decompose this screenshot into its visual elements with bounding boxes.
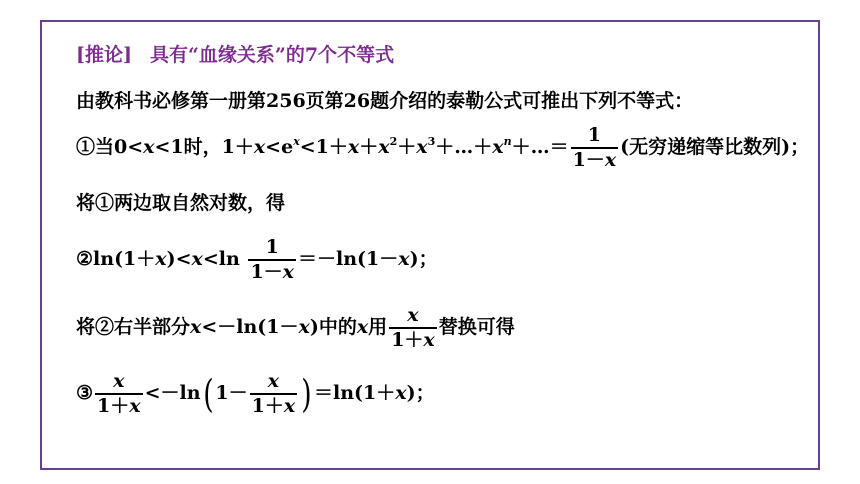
note: (无穷递缩等比数列)； bbox=[620, 136, 810, 158]
numerator: 1 bbox=[571, 126, 619, 149]
text: <ln bbox=[202, 248, 240, 270]
exponent: n bbox=[503, 135, 512, 148]
text: 替换可得 bbox=[438, 316, 515, 338]
numerator: x bbox=[389, 306, 437, 329]
fraction bbox=[95, 372, 143, 416]
text: )中的 bbox=[309, 316, 357, 338]
right-paren: ) bbox=[301, 372, 312, 416]
var: x bbox=[378, 136, 390, 158]
numerator: 1 bbox=[248, 238, 296, 261]
var: x bbox=[604, 149, 617, 171]
section-title bbox=[76, 46, 394, 65]
text: )； bbox=[409, 248, 438, 270]
fraction bbox=[248, 238, 296, 282]
text: <1＋ bbox=[299, 136, 348, 158]
var: x bbox=[282, 261, 294, 283]
text: ③ bbox=[76, 382, 94, 404]
var: x bbox=[492, 136, 504, 158]
denominator bbox=[95, 395, 143, 416]
fraction bbox=[389, 306, 437, 350]
numerator: x bbox=[95, 372, 143, 395]
text: 1－ bbox=[572, 149, 605, 171]
text: <－ln(1－ bbox=[201, 316, 299, 338]
text: <－ln bbox=[144, 382, 201, 404]
text: <e bbox=[265, 136, 294, 158]
text: 1＋ bbox=[251, 395, 284, 417]
var: x bbox=[155, 248, 167, 270]
text: )< bbox=[166, 248, 192, 270]
text: 1－ bbox=[215, 382, 248, 404]
intro-line: 由教科书必修第一册第256页第26题介绍的泰勒公式可推出下列不等式： bbox=[76, 90, 694, 112]
text: ＋ bbox=[397, 136, 417, 158]
text: 将②右半部分 bbox=[76, 316, 191, 338]
text: 1＋ bbox=[97, 395, 130, 417]
var: x bbox=[283, 395, 296, 417]
var: x bbox=[190, 316, 202, 338]
denominator bbox=[571, 149, 619, 170]
exponent: x bbox=[293, 135, 300, 148]
text: <1时，1＋ bbox=[154, 136, 254, 158]
substitution-line bbox=[76, 306, 515, 350]
var: x bbox=[416, 136, 428, 158]
title-tag: [推论] bbox=[76, 44, 132, 66]
text: ②ln(1＋ bbox=[76, 248, 156, 270]
text: )； bbox=[406, 382, 435, 404]
var: x bbox=[129, 395, 141, 417]
denominator bbox=[389, 329, 437, 350]
text: 1＋ bbox=[391, 329, 424, 351]
fraction bbox=[250, 372, 298, 416]
inequality-1 bbox=[76, 126, 809, 170]
var: x bbox=[395, 382, 407, 404]
exponent: 2 bbox=[389, 135, 398, 148]
text: 用 bbox=[368, 316, 388, 338]
text: ＋…＝ bbox=[511, 136, 569, 158]
var: x bbox=[356, 316, 369, 338]
text: ＋ bbox=[359, 136, 379, 158]
var: x bbox=[143, 136, 155, 158]
fraction bbox=[571, 126, 619, 170]
text: ①当0< bbox=[76, 136, 144, 158]
numerator: x bbox=[250, 372, 298, 395]
exponent: 3 bbox=[427, 135, 436, 148]
text: ＝ln(1＋ bbox=[314, 382, 396, 404]
inequality-2 bbox=[76, 238, 438, 282]
var: x bbox=[298, 316, 310, 338]
log-step-line: 将①两边取自然对数，得 bbox=[76, 192, 286, 214]
var: x bbox=[253, 136, 266, 158]
inequality-3 bbox=[76, 372, 435, 416]
text: 1－ bbox=[250, 261, 283, 283]
var: x bbox=[398, 248, 410, 270]
var: x bbox=[423, 329, 435, 351]
var: x bbox=[191, 248, 203, 270]
text: ＝－ln(1－ bbox=[298, 248, 399, 270]
text: ＋…＋ bbox=[435, 136, 493, 158]
denominator bbox=[250, 395, 298, 416]
var: x bbox=[347, 136, 360, 158]
denominator bbox=[248, 261, 296, 282]
left-paren: ( bbox=[202, 372, 214, 416]
title-text: 具有“血缘关系”的7个不等式 bbox=[149, 44, 395, 66]
